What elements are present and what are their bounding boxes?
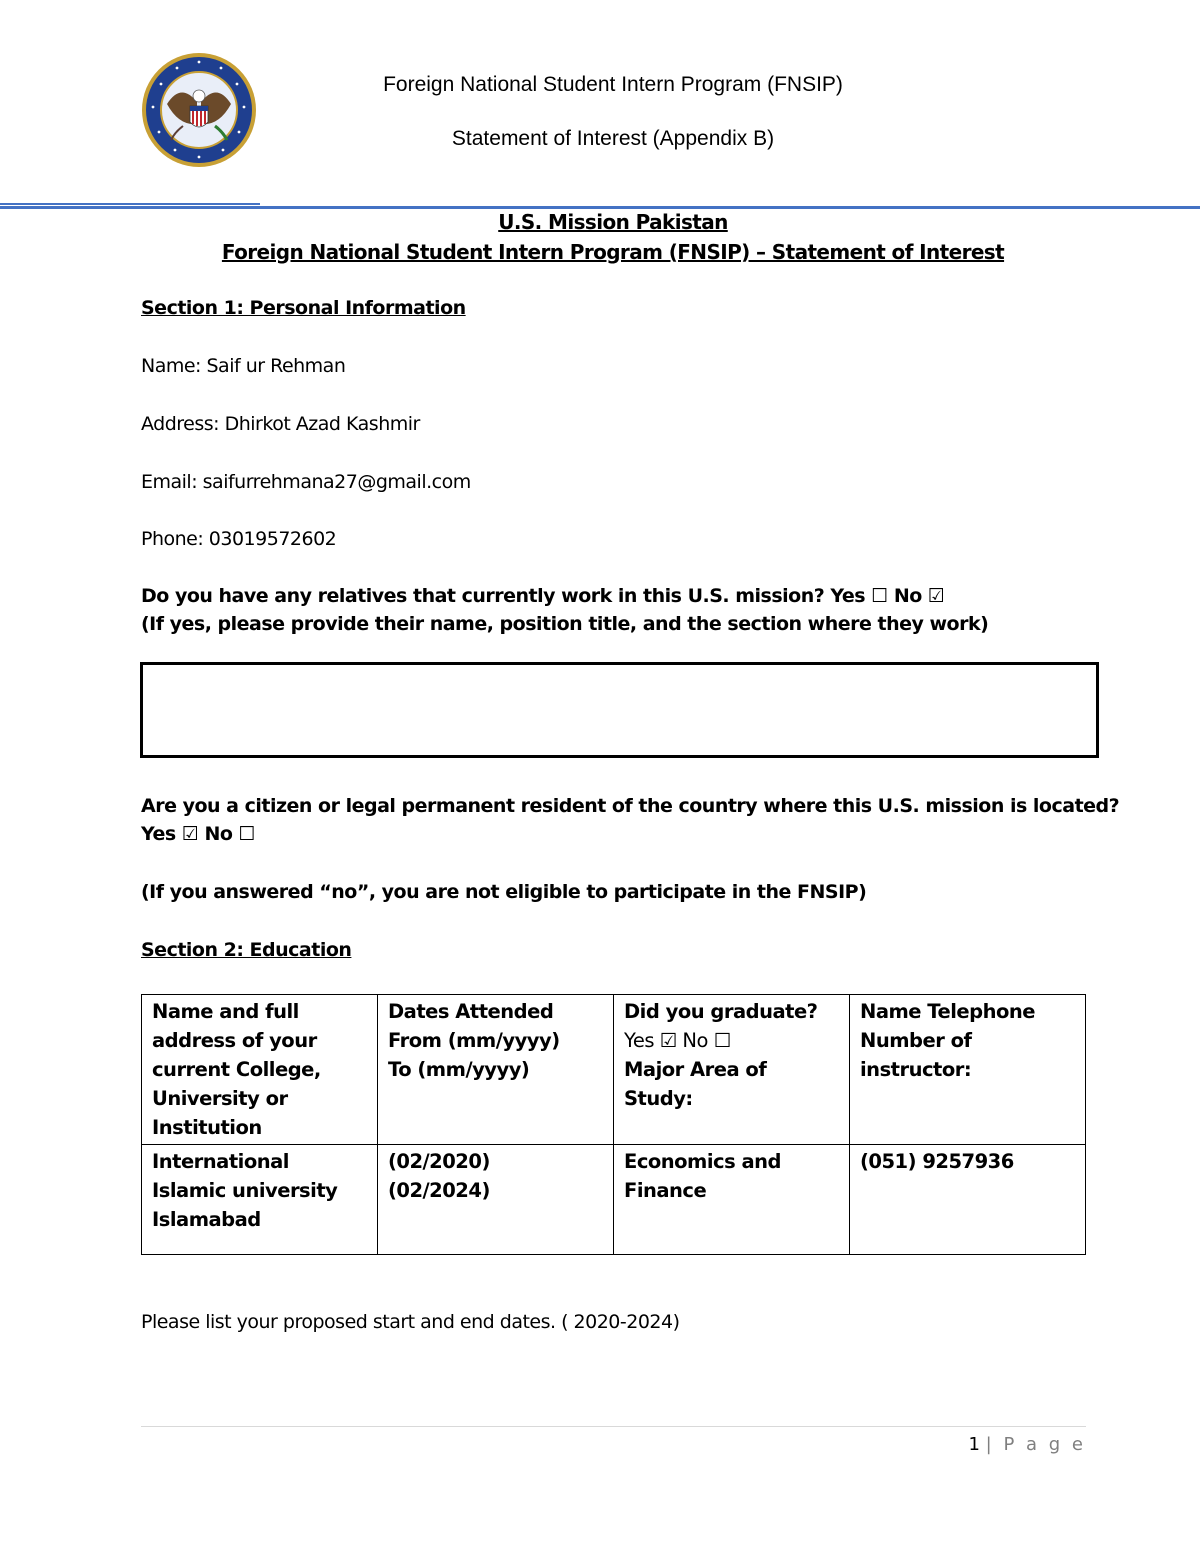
- header-rule-accent: [0, 203, 260, 205]
- relatives-instruction: (If yes, please provide their name, position title, and the section where they work): [141, 613, 989, 635]
- section1-heading: Section 1: Personal Information: [141, 297, 466, 319]
- table-row: [142, 1145, 1086, 1255]
- header-subtitle: Statement of Interest (Appendix B): [451, 127, 775, 150]
- header-graduate: Did you graduate? Yes ☑ No ☐ Major Area of Study:: [614, 995, 850, 1145]
- cell-institution: International Islamic university Islamabad: [142, 1145, 378, 1255]
- name-field: Name: Saif ur Rehman: [141, 355, 346, 377]
- citizen-question: Are you a citizen or legal permanent resident of the country where this U.S. mission is located?: [141, 795, 1120, 817]
- dates-prompt: Please list your proposed start and end dates. ( 2020-2024): [141, 1311, 680, 1333]
- form-title: Foreign National Student Intern Program (FNSIP) – Statement of Interest: [221, 240, 1005, 264]
- address-field: Address: Dhirkot Azad Kashmir: [141, 413, 420, 435]
- page-word: | P a g e: [985, 1434, 1086, 1455]
- header-rule: [0, 206, 1200, 209]
- page-number-value: 1: [968, 1434, 980, 1455]
- footer-rule: [141, 1426, 1086, 1427]
- cell-major: Economics and Finance: [614, 1145, 850, 1255]
- mission-title: U.S. Mission Pakistan: [498, 210, 728, 234]
- relatives-question: Do you have any relatives that currently work in this U.S. mission? Yes ☐ No ☑: [141, 585, 945, 607]
- cell-instructor-phone: (051) 9257936: [850, 1145, 1086, 1255]
- phone-field: Phone: 03019572602: [141, 528, 337, 550]
- section2-heading: Section 2: Education: [141, 939, 352, 961]
- email-field: Email: saifurrehmana27@gmail.com: [141, 471, 471, 493]
- header-institution: Name and full address of your current College, University or Institution: [142, 995, 378, 1145]
- table-header-row: [142, 995, 1086, 1145]
- eligibility-note: (If you answered “no”, you are not eligible to participate in the FNSIP): [141, 881, 867, 903]
- page-number: [968, 1434, 1086, 1455]
- education-table: [141, 994, 1086, 1255]
- header-program-title: Foreign National Student Intern Program (FNSIP): [383, 73, 843, 96]
- relatives-answer-box[interactable]: [140, 662, 1099, 758]
- cell-dates: (02/2020) (02/2024): [378, 1145, 614, 1255]
- header-dates: Dates Attended From (mm/yyyy) To (mm/yyyy): [378, 995, 614, 1145]
- citizen-answer: Yes ☑ No ☐: [141, 823, 256, 845]
- header-instructor: Name Telephone Number of instructor:: [850, 995, 1086, 1145]
